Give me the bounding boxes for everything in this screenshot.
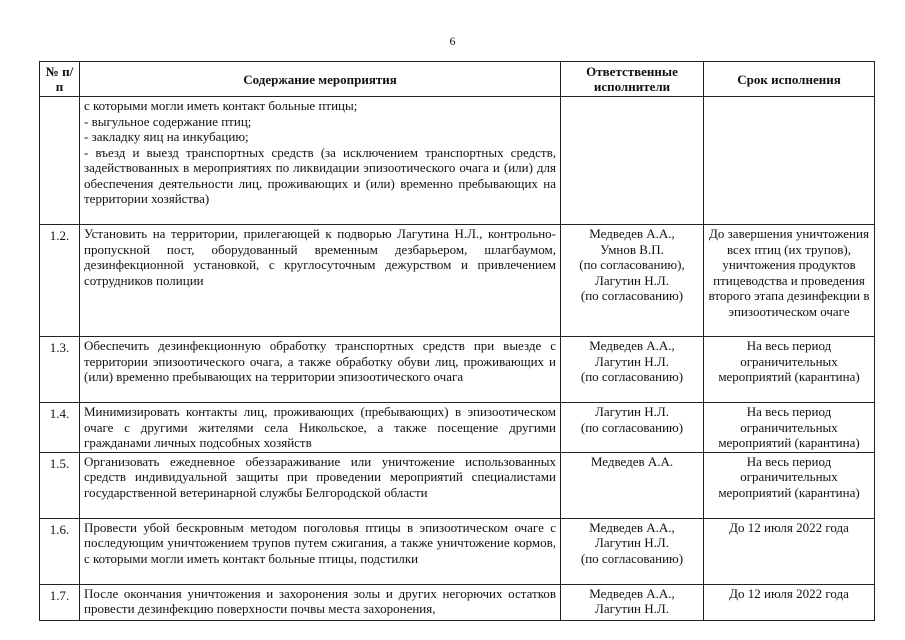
measures-table — [39, 61, 875, 621]
row-content: Минимизировать контакты лиц, проживающих (пребывающих) в эпизоотическом очаге с другими жителями села Никольское, а также посещение другими гражданами личных подсобных хозяйств — [80, 403, 561, 453]
table-row — [40, 452, 875, 518]
responsible-line: Лагутин Н.Л. — [595, 353, 669, 369]
table-row — [40, 518, 875, 584]
row-term: До 12 июля 2022 года — [704, 584, 875, 620]
responsible-line: Лагутин Н.Л. — [595, 404, 669, 419]
responsible-line: Медведев А.А., — [589, 585, 675, 601]
row-num: 1.5. — [40, 452, 80, 518]
responsible-line: (по согласованию) — [580, 550, 684, 566]
row-responsible — [561, 97, 704, 225]
row-content: Провести убой бескровным методом поголовья птицы в эпизоотическом очаге с последующим уничтожением трупов путем сжигания, а также уничтожение кормов, с которыми могли иметь контакт больные птицы, подстилки — [80, 518, 561, 584]
row-num: 1.6. — [40, 518, 80, 584]
row-content: После окончания уничтожения и захоронения золы и других негорючих остатков провести дезинфекцию поверхности почвы места захоронения, — [80, 584, 561, 620]
row-term: На весь период ограничительных мероприятий (карантина) — [704, 403, 875, 453]
row-content: Обеспечить дезинфекционную обработку транспортных средств при выезде с территории эпизоотического очага, а также обработку обуви лиц, проживающих и (или) временно пребывающих на территории эпизоотического очага — [80, 337, 561, 403]
header-content: Содержание мероприятия — [80, 62, 561, 97]
row-content: Установить на территории, прилегающей к подворью Лагутина Н.Л., контрольно-пропускной пост, оборудованный временным дезбарьером, шлагбаумом, дезинфекционной установкой, с круглосуточным дежурством и привлечением сотрудников полиции — [80, 225, 561, 337]
row-responsible — [561, 403, 704, 453]
responsible-line: Умнов В.П. — [600, 241, 664, 257]
content-line: - въезд и выезд транспортных средств (за исключением транспортных средств, задействованных в мероприятиях по ликвидации эпизоотического очага и (или) для обеспечения деятельности лиц, проживающих и (или) временно пребывающих на территории хозяйства) — [84, 144, 556, 206]
content-line: с которыми могли иметь контакт больные птицы; — [84, 98, 358, 113]
header-term: Срок исполнения — [704, 62, 875, 97]
content-line: - выгульное содержание птиц; — [84, 113, 252, 129]
row-responsible — [561, 337, 704, 403]
responsible-line: (по согласованию), — [579, 257, 685, 272]
table-row — [40, 225, 875, 337]
table-row — [40, 337, 875, 403]
table-row — [40, 403, 875, 453]
table-row-continuation — [40, 97, 875, 225]
responsible-line: (по согласованию) — [580, 419, 684, 435]
row-num: 1.2. — [40, 225, 80, 337]
row-term: На весь период ограничительных мероприятий (карантина) — [704, 337, 875, 403]
row-responsible — [561, 225, 704, 337]
row-term: До 12 июля 2022 года — [704, 518, 875, 584]
row-num — [40, 97, 80, 225]
responsible-line: Лагутин Н.Л. — [595, 535, 669, 550]
table-row — [40, 584, 875, 620]
header-num: № п/п — [40, 62, 80, 97]
row-term: На весь период ограничительных мероприятий (карантина) — [704, 452, 875, 518]
content-line: - закладку яиц на инкубацию; — [84, 129, 249, 144]
row-content — [80, 97, 561, 225]
responsible-line: Медведев А.А., — [589, 519, 675, 535]
row-num: 1.3. — [40, 337, 80, 403]
page-number: 6 — [449, 34, 456, 48]
responsible-line: Лагутин Н.Л. — [595, 272, 669, 288]
row-content: Организовать ежедневное обеззараживание или уничтожение использованных средств индивидуальной защиты при проведении мероприятий специалистами государственной ветеринарной службы Белгородской области — [80, 452, 561, 518]
responsible-line: Медведев А.А. — [590, 453, 674, 469]
responsible-line: (по согласованию) — [580, 369, 684, 384]
responsible-line: Медведев А.А., — [589, 226, 675, 241]
row-term: До завершения уничтожения всех птиц (их трупов), уничтожения продуктов птицеводства и проведения второго этапа дезинфекции в эпизоотическом очаге — [704, 225, 875, 337]
responsible-line: Медведев А.А., — [589, 338, 675, 353]
table-header-row — [40, 62, 875, 97]
row-num: 1.7. — [40, 584, 80, 620]
row-responsible — [561, 584, 704, 620]
header-responsible: Ответственные исполнители — [561, 62, 704, 97]
responsible-line: Лагутин Н.Л. — [595, 601, 669, 616]
row-responsible — [561, 518, 704, 584]
row-term — [704, 97, 875, 225]
row-responsible — [561, 452, 704, 518]
responsible-line: (по согласованию) — [580, 288, 684, 303]
row-num: 1.4. — [40, 403, 80, 453]
